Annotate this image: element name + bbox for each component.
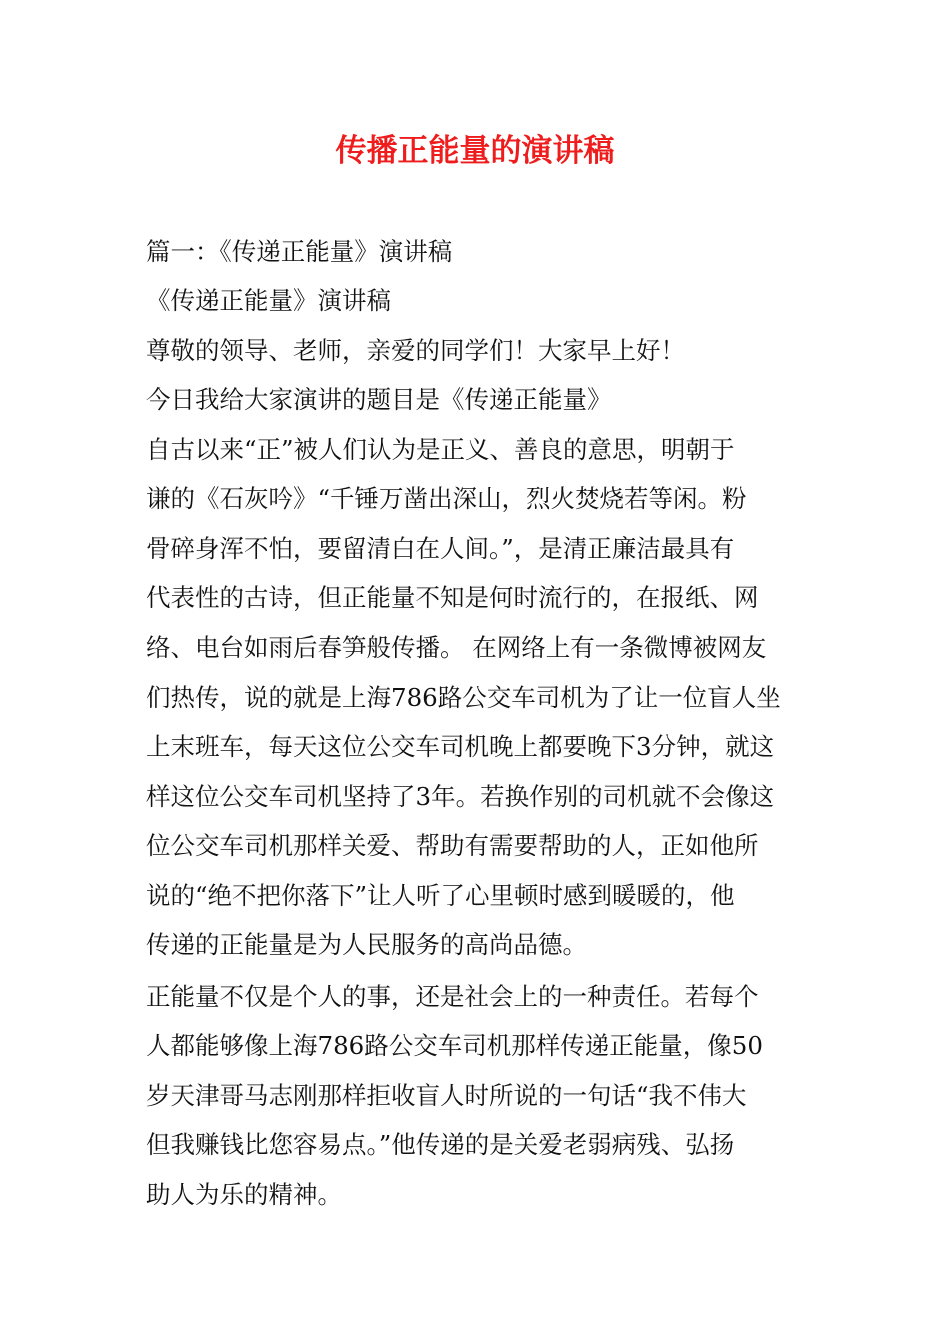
body-text-line: 但我赚钱比您容易点。”他传递的是关爱老弱病残、弘扬 [146, 1130, 735, 1159]
greeting-line: 尊敬的领导、老师，亲爱的同学们！大家早上好！ [146, 336, 685, 365]
body-text-line: 位公交车司机那样关爱、帮助有需要帮助的人，正如他所 [146, 831, 759, 860]
body-text-line: 样这位公交车司机坚持了3年。若换作别的司机就不会像这 [146, 782, 775, 811]
body-text-line: 人都能够像上海786路公交车司机那样传递正能量，像50 [146, 1031, 763, 1060]
topic-line: 今日我给大家演讲的题目是《传递正能量》 [146, 385, 612, 414]
body-text-line: 络、电台如雨后春笋般传播。 在网络上有一条微博被网友 [146, 633, 767, 662]
speech-subtitle: 《传递正能量》演讲稿 [146, 286, 391, 315]
body-text-line: 自古以来“正”被人们认为是正义、善良的意思，明朝于 [146, 435, 735, 464]
body-text-line: 骨碎身浑不怕，要留清白在人间。”，是清正廉洁最具有 [146, 534, 735, 563]
body-text-line: 助人为乐的精神。 [146, 1180, 342, 1209]
section-heading: 篇一：《传递正能量》演讲稿 [146, 237, 453, 266]
document-title: 传播正能量的演讲稿 [335, 133, 615, 169]
body-text-line: 正能量不仅是个人的事，还是社会上的一种责任。若每个 [146, 982, 759, 1011]
body-text-line: 们热传，说的就是上海786路公交车司机为了让一位盲人坐 [146, 683, 781, 712]
body-text-line: 代表性的古诗，但正能量不知是何时流行的，在报纸、网 [146, 583, 759, 612]
body-text-line: 上末班车，每天这位公交车司机晚上都要晚下3分钟，就这 [146, 732, 775, 761]
body-text-line: 说的“绝不把你落下”让人听了心里顿时感到暖暖的，他 [146, 881, 735, 910]
body-text-line: 谦的《石灰吟》“千锤万凿出深山，烈火焚烧若等闲。粉 [146, 484, 747, 513]
body-text-line: 传递的正能量是为人民服务的高尚品德。 [146, 930, 587, 959]
body-text-line: 岁天津哥马志刚那样拒收盲人时所说的一句话“我不伟大 [146, 1081, 747, 1110]
